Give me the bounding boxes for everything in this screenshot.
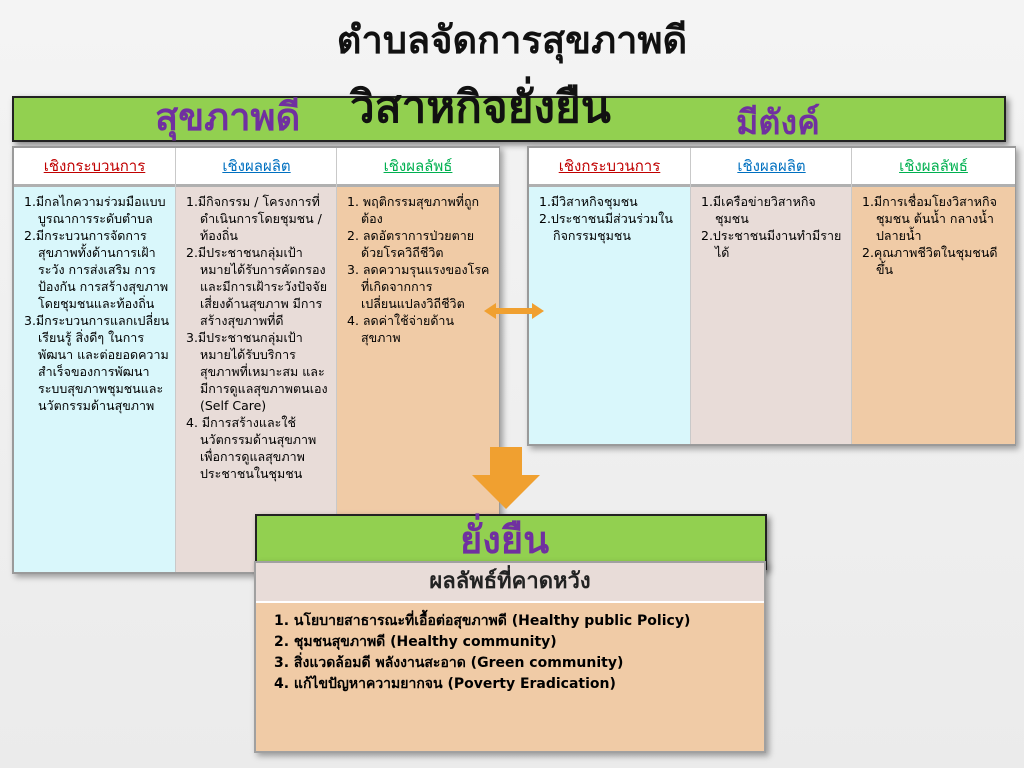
- wealthy-outcome-body: [852, 187, 1015, 444]
- list-item: 4. แก้ไขปัญหาความยากจน (Poverty Eradication): [274, 676, 616, 692]
- wealthy-output-body: [691, 187, 852, 444]
- healthy-outcome-header: เชิงผลลัพธ์: [337, 148, 499, 187]
- list-item: 3. สิ่งแวดล้อมดี พลังงานสะอาด (Green community): [274, 655, 624, 671]
- healthy-process-body: [14, 187, 175, 572]
- list-item: 1.มีกลไกความร่วมมือแบบบูรณาการระดับตำบล: [24, 194, 166, 226]
- expected-outcome-box: [254, 561, 766, 753]
- list-item: 1. นโยบายสาธารณะที่เอื้อต่อสุขภาพดี (Healthy public Policy): [274, 613, 691, 629]
- list-item: 1.มีการเชื่อมโยงวิสาหกิจชุมชน ต้นน้ำ กลางน้ำ ปลายน้ำ: [862, 194, 997, 243]
- healthy-process-header: เชิงกระบวนการ: [14, 148, 175, 187]
- list-item: 1.มีกิจกรรม / โครงการที่ดำเนินการโดยชุมชน / ท้องถิ่น: [186, 194, 322, 243]
- sustainable-label: ยั่งยืน: [460, 518, 550, 562]
- main-title: ตำบลจัดการสุขภาพดี: [336, 18, 688, 62]
- down-arrow-icon: [472, 447, 540, 509]
- expected-outcome-list: [256, 603, 764, 695]
- wealthy-process-header: เชิงกระบวนการ: [529, 148, 690, 187]
- healthy-label: สุขภาพดี: [155, 95, 301, 139]
- healthy-output-column: [175, 148, 337, 572]
- expected-outcome-header: ผลลัพธ์ที่คาดหวัง: [256, 563, 764, 603]
- wealthy-panel: [527, 146, 1016, 446]
- list-item: 2. ลดอัตราการป่วยตายด้วยโรควิถีชีวิต: [347, 228, 475, 260]
- double-arrow-icon: [484, 303, 544, 319]
- wealthy-process-column: [529, 148, 690, 444]
- list-item: 1.มีวิสาหกิจชุมชน: [539, 194, 638, 209]
- list-item: 2.ประชาชนมีงานทำมีรายได้: [701, 228, 842, 260]
- healthy-output-header: เชิงผลผลิต: [176, 148, 337, 187]
- main-subtitle: วิสาหกิจยั่งยืน: [350, 82, 611, 133]
- healthy-process-column: [14, 148, 175, 572]
- wealthy-label: มีตังค์: [736, 103, 820, 143]
- healthy-panel: [12, 146, 500, 574]
- list-item: 2.มีประชาชนกลุ่มเป้าหมายได้รับการคัดกรองและมีการเฝ้าระวังปัจจัยเสี่ยงด้านสุขภาพ มีการสร้างสุขภาพที่ดี: [186, 245, 328, 328]
- list-item: 2.มีกระบวนการจัดการสุขภาพทั้งด้านการเฝ้าระวัง การส่งเสริม การป้องกัน การสร้างสุขภาพโดยชุมชนและท้องถิ่น: [24, 228, 169, 311]
- list-item: 3. ลดความรุนแรงของโรคที่เกิดจากการเปลี่ยนแปลงวิถีชีวิต: [347, 262, 490, 311]
- wealthy-process-body: [529, 187, 690, 444]
- list-item: 3.มีประชาชนกลุ่มเป้าหมายได้รับบริการสุขภาพที่เหมาะสม และมีการดูแลสุขภาพตนเอง (Self Care): [186, 330, 328, 413]
- list-item: 2.ประชาชนมีส่วนร่วมในกิจกรรมชุมชน: [539, 211, 673, 243]
- wealthy-outcome-header: เชิงผลลัพธ์: [852, 148, 1015, 187]
- wealthy-output-header: เชิงผลผลิต: [691, 148, 852, 187]
- list-item: 1.มีเครือข่ายวิสาหกิจชุมชน: [701, 194, 816, 226]
- list-item: 4. มีการสร้างและใช้นวัตกรรมด้านสุขภาพเพื่อการดูแลสุขภาพประชาชนในชุมชน: [186, 415, 317, 481]
- list-item: 2.คุณภาพชีวิตในชุมชนดีขึ้น: [862, 245, 998, 277]
- list-item: 4. ลดค่าใช้จ่ายด้านสุขภาพ: [347, 313, 454, 345]
- list-item: 3.มีกระบวนการแลกเปลี่ยนเรียนรู้ สิ่งดีๆ ในการพัฒนา และต่อยอดความสำเร็จของการพัฒนาระบบสุขภาพชุมชนและนวัตกรรมด้านสุขภาพ: [24, 313, 169, 413]
- list-item: 1. พฤติกรรมสุขภาพที่ถูกต้อง: [347, 194, 480, 226]
- wealthy-outcome-column: [851, 148, 1015, 444]
- wealthy-output-column: [690, 148, 852, 444]
- list-item: 2. ชุมชนสุขภาพดี (Healthy community): [274, 634, 557, 650]
